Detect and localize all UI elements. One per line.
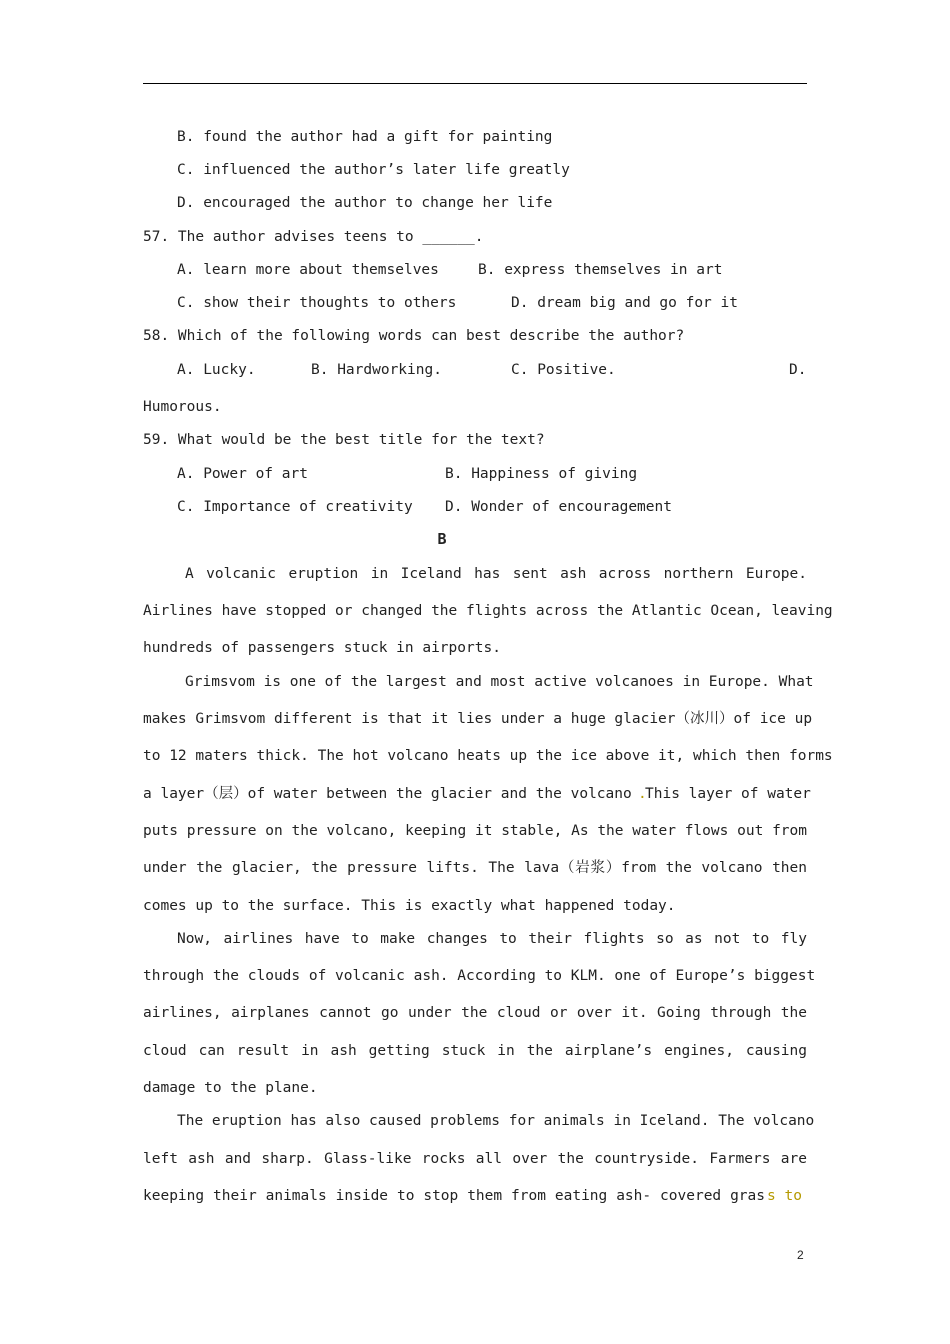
- passage-p2-line: This layer of water: [645, 786, 811, 802]
- q56-option-b: B. found the author had a gift for painting: [177, 129, 553, 145]
- header-rule: [143, 83, 807, 84]
- q56-option-d: D. encouraged the author to change her life: [177, 195, 553, 211]
- q59-option-a: A. Power of art: [177, 466, 308, 482]
- passage-p2-line: makes Grimsvom different is that it lies under a huge glacier（冰川）of ice up: [143, 711, 813, 727]
- q57-option-d: D. dream big and go for it: [511, 295, 738, 311]
- passage-p2-line: Grimsvom is one of the largest and most active volcanoes in Europe. What: [185, 674, 814, 690]
- q57-option-b: B. express themselves in art: [478, 262, 723, 278]
- passage-p3-line: cloud can result in ash getting stuck in the airplane’s engines, causing: [143, 1043, 807, 1059]
- passage-p1-line: A volcanic eruption in Iceland has sent ash across northern Europe.: [185, 566, 807, 582]
- q59-option-b: B. Happiness of giving: [445, 466, 638, 482]
- passage-p2-line: a layer（层）of water between the glacier and the volcano: [143, 786, 632, 802]
- q58-stem: 58. Which of the following words can best describe the author?: [143, 328, 685, 344]
- passage-p3-line: damage to the plane.: [143, 1080, 318, 1096]
- q58-option-d-text: Humorous.: [143, 399, 222, 415]
- q57-stem: 57. The author advises teens to ______.: [143, 229, 484, 245]
- passage-p2-line: comes up to the surface. This is exactly what happened today.: [143, 898, 676, 914]
- passage-p2-line: under the glacier, the pressure lifts. The lava（岩浆）from the volcano then: [143, 860, 807, 876]
- q57-option-c: C. show their thoughts to others: [177, 295, 457, 311]
- passage-p3-line: through the clouds of volcanic ash. According to KLM. one of Europe’s biggest: [143, 968, 816, 984]
- passage-p2-line-mark: .: [638, 786, 647, 802]
- passage-p3-line: airlines, airplanes cannot go under the cloud or over it. Going through the: [143, 1005, 807, 1021]
- page-number: 2: [797, 1248, 804, 1262]
- q58-option-a: A. Lucky.: [177, 362, 256, 378]
- passage-p3-line: Now, airlines have to make changes to their flights so as not to fly: [177, 931, 807, 947]
- q58-option-d-label: D.: [789, 362, 807, 378]
- q58-option-b: B. Hardworking.: [311, 362, 442, 378]
- passage-p1-line: hundreds of passengers stuck in airports.: [143, 640, 501, 656]
- passage-p2-line: to 12 maters thick. The hot volcano heats up the ice above it, which then forms: [143, 748, 833, 764]
- q59-option-c: C. Importance of creativity: [177, 499, 413, 515]
- passage-p4-line-end: s to: [767, 1188, 802, 1204]
- q58-option-c: C. Positive.: [511, 362, 616, 378]
- q59-stem: 59. What would be the best title for the text?: [143, 432, 545, 448]
- section-heading: B: [437, 530, 447, 548]
- passage-p2-line: puts pressure on the volcano, keeping it stable, As the water flows out from: [143, 823, 807, 839]
- q56-option-c: C. influenced the author’s later life greatly: [177, 162, 570, 178]
- passage-p4-line: The eruption has also caused problems for animals in Iceland. The volcano: [177, 1113, 815, 1129]
- q59-option-d: D. Wonder of encouragement: [445, 499, 672, 515]
- passage-p1-line: Airlines have stopped or changed the flights across the Atlantic Ocean, leaving: [143, 603, 833, 619]
- passage-p4-line: left ash and sharp. Glass-like rocks all over the countryside. Farmers are: [143, 1151, 807, 1167]
- q57-option-a: A. learn more about themselves: [177, 262, 439, 278]
- passage-p4-line: keeping their animals inside to stop them from eating ash- covered gras: [143, 1188, 765, 1204]
